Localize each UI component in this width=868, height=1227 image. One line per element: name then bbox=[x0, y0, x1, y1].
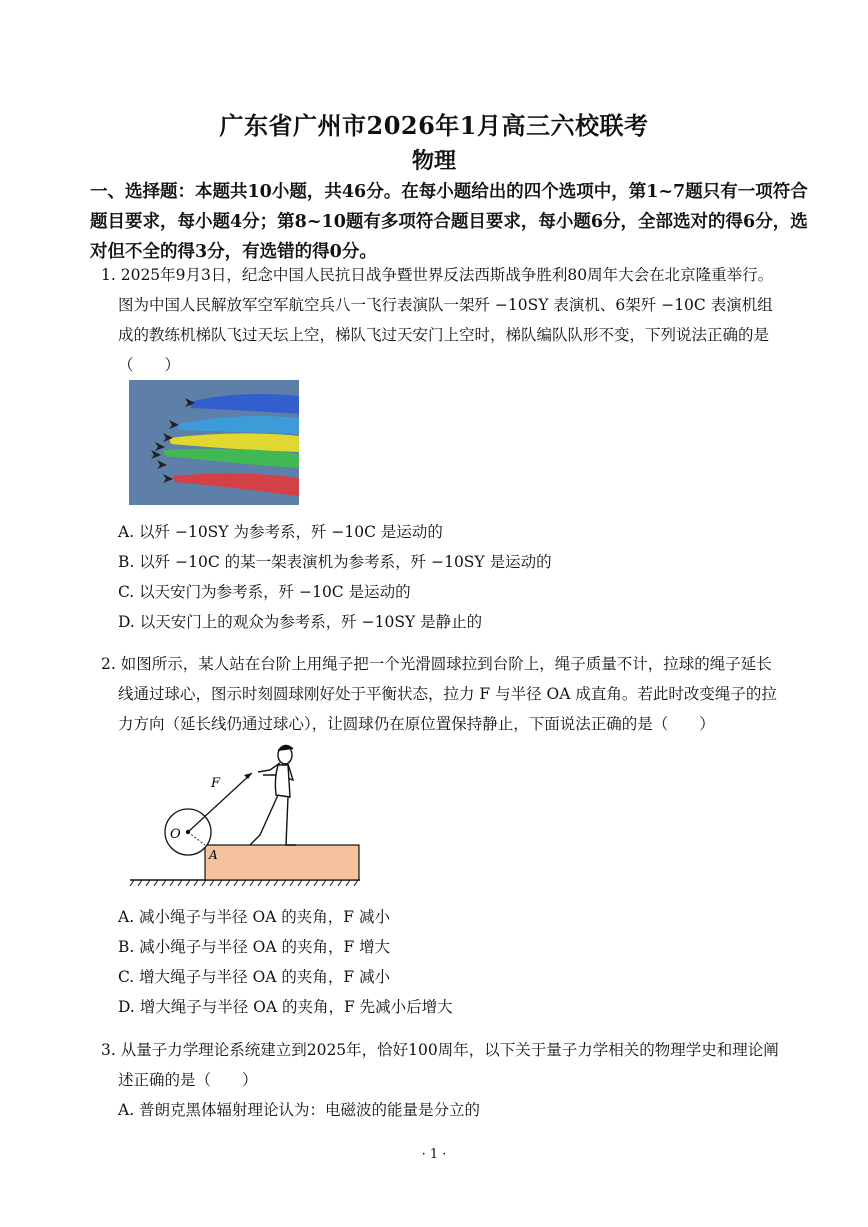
q2-option-a[interactable]: A. 减小绳子与半径 OA 的夹角，F 减小 bbox=[118, 908, 390, 926]
q1-option-d[interactable]: D. 以天安门上的观众为参考系，歼 −10SY 是静止的 bbox=[118, 613, 483, 631]
q2-option-c[interactable]: C. 增大绳子与半径 OA 的夹角，F 减小 bbox=[118, 968, 391, 986]
q1-answer-blank: （ ） bbox=[118, 356, 181, 374]
person-figure bbox=[250, 745, 296, 845]
exam-title: 广东省广州市2026年1月高三六校联考 bbox=[219, 111, 649, 140]
q2-option-b[interactable]: B. 减小绳子与半径 OA 的夹角，F 增大 bbox=[118, 938, 391, 956]
q3-option-a[interactable]: A. 普朗克黑体辐射理论认为：电磁波的能量是分立的 bbox=[118, 1101, 481, 1119]
ball-step-diagram bbox=[128, 735, 368, 890]
subject-title: 物理 bbox=[411, 148, 456, 174]
instruction-line: 一、选择题：本题共10小题，共46分。在每小题给出的四个选项中，第1~7题只有一项符合 bbox=[90, 182, 808, 202]
q1-option-a[interactable]: A. 以歼 −10SY 为参考系，歼 −10C 是运动的 bbox=[118, 523, 443, 541]
force-label-f: F bbox=[211, 776, 221, 791]
q1-option-b[interactable]: B. 以歼 −10C 的某一架表演机为参考系，歼 −10SY 是运动的 bbox=[118, 553, 552, 571]
q1-line: 图为中国人民解放军空军航空兵八一飞行表演队一架歼 −10SY 表演机、6架歼 −10C 表演机组 bbox=[118, 296, 773, 314]
q3-line: 述正确的是（ ） bbox=[118, 1071, 258, 1089]
q1-line: 成的教练机梯队飞过天坛上空，梯队飞过天安门上空时，梯队编队队形不变，下列说法正确的是 bbox=[118, 326, 770, 344]
q2-option-d[interactable]: D. 增大绳子与半径 OA 的夹角，F 先减小后增大 bbox=[118, 998, 453, 1016]
ground-hatching bbox=[130, 880, 358, 886]
q3-line: 3. 从量子力学理论系统建立到2025年，恰好100周年，以下关于量子力学相关的物理学史和理论阐 bbox=[101, 1041, 779, 1059]
q2-line: 2. 如图所示，某人站在台阶上用绳子把一个光滑圆球拉到台阶上，绳子质量不计，拉球的绳子延长 bbox=[101, 655, 772, 673]
q1-line: 1. 2025年9月3日，纪念中国人民抗日战争暨世界反法西斯战争胜利80周年大会在北京隆重举行。 bbox=[101, 266, 774, 284]
q1-option-c[interactable]: C. 以天安门为参考系，歼 −10C 是运动的 bbox=[118, 583, 411, 601]
instruction-line: 题目要求，每小题4分；第8~10题有多项符合题目要求，每小题6分，全部选对的得6分，选 bbox=[90, 212, 808, 232]
q2-line: 力方向（延长线仍通过球心），让圆球仍在原位置保持静止，下面说法正确的是（ ） bbox=[118, 715, 715, 733]
page-number: · 1 · bbox=[421, 1147, 447, 1162]
force-arrow-icon bbox=[244, 773, 252, 779]
q2-line: 线通过球心，图示时刻圆球刚好处于平衡状态，拉力 F 与半径 OA 成直角。若此时改变绳子的拉 bbox=[118, 685, 777, 703]
center-label-o: O bbox=[170, 827, 181, 842]
jet-formation-photo bbox=[129, 380, 299, 505]
step-block bbox=[205, 845, 359, 880]
instruction-line: 对但不全的得3分，有选错的得0分。 bbox=[90, 242, 377, 262]
point-label-a: A bbox=[209, 848, 218, 862]
